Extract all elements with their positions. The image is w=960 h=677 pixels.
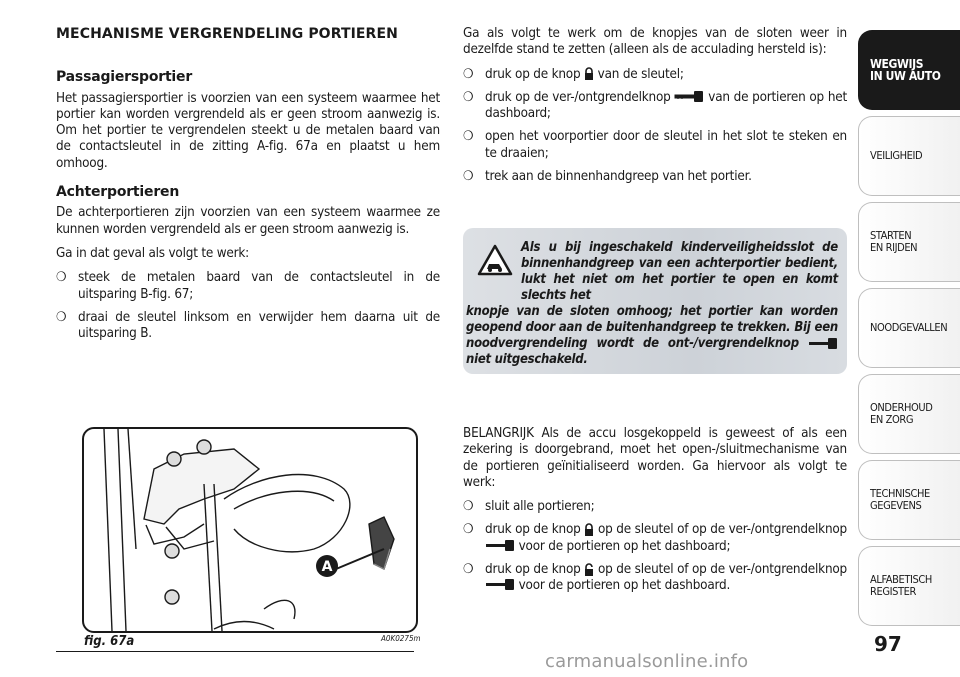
paragraph-reset-intro: Ga als volgt te werk om de knopjes van de sloten weer in dezelfde stand te zetten (alleen als de acculading hersteld is): [463,26,847,58]
bullet-circle-icon: ❍ [463,562,474,578]
right-column [463,26,847,192]
tab-starten-en-rijden[interactable]: STARTEN EN RIJDEN [858,202,960,282]
list-item: ❍ druk op de knop van de sleutel; [463,66,684,82]
section-heading: MECHANISME VERGRENDELING PORTIEREN [56,26,398,42]
tab-veiligheid[interactable]: VEILIGHEID [858,116,960,196]
door-lock-button-icon [485,579,515,591]
tab-onderhoud-en-zorg[interactable]: ONDERHOUD EN ZORG [858,374,960,454]
bullet-circle-icon: ❍ [56,309,67,325]
paragraph-important: BELANGRIJK Als de accu losgekoppeld is geweest of als een zekering is doorgebrand, moet het open-/sluitmechanisme van de portieren geïnitialiseerd worden. Ga hiervoor als volgt te werk: [463,426,847,490]
door-lock-button-icon [808,338,838,350]
list-item: ❍ druk op de ver-/ontgrendelknop van de portieren op het dashboard; [463,89,848,122]
unlock-icon [584,563,594,576]
list-item: ❍ open het voorportier door de sleutel in het slot te steken en te draaien; [463,129,847,161]
bullet-circle-icon: ❍ [463,522,474,538]
paragraph-passenger-door: Het passagiersportier is voorzien van een systeem waarmee het portier kan worden vergrendeld als er geen stroom aanwezig is. Om het portier te vergrendelen steekt u de metalen baard van de contactsleutel in de zitting A-fig. 67a en plaatst u hem omhoog. [56,90,440,171]
figure-door-lock [82,427,418,633]
subheading-rear-doors: Achterportieren [56,184,180,201]
list-item: ❍ druk op de knop op de sleutel of op de ver-/ontgrendelknop voor de portieren op het dashboard; [463,522,847,554]
list-item: ❍ druk op de knop op de sleutel of op de ver-/ontgrendelknop voor de portieren op het dashboard. [463,562,847,594]
bullet-circle-icon: ❍ [463,499,474,515]
door-lock-button-icon [485,540,515,552]
tab-technische-gegevens[interactable]: TECHNISCHE GEGEVENS [858,460,960,540]
bullet-circle-icon: ❍ [463,89,474,105]
left-column [56,26,440,349]
door-lock-illustration [84,429,416,631]
important-section [463,426,847,602]
door-lock-button-icon [674,91,704,103]
bullet-circle-icon: ❍ [463,129,474,145]
lock-icon [584,67,594,80]
callout-a-label: A [321,559,333,575]
paragraph-procedure: Ga in dat geval als volgt te werk: [56,245,249,261]
list-item: ❍ draai de sleutel linksom en verwijder hem daarna uit de uitsparing B. [56,309,440,342]
list-item: ❍ sluit alle portieren; [463,499,595,515]
tab-noodgevallen[interactable]: NOODGEVALLEN [858,288,960,368]
divider [56,651,414,652]
tab-wegwijs[interactable]: WEGWIJS IN UW AUTO [858,30,960,110]
paragraph-rear-doors: De achterportieren zijn voorzien van een systeem waarmee ze kunnen worden vergrendeld als er geen stroom aanwezig is. [56,205,440,237]
subheading-passenger-door: Passagiersportier [56,69,193,86]
list-item: ❍ trek aan de binnenhandgreep van het portier. [463,169,752,185]
page-number: 97 [874,632,902,656]
figure-code: A0K0275m [381,634,421,643]
tab-alfabetisch-register[interactable]: ALFABETISCH REGISTER [858,546,960,626]
bullet-circle-icon: ❍ [56,270,67,286]
bullet-circle-icon: ❍ [463,66,474,82]
watermark: carmanualsonline.info [545,651,749,672]
lock-icon [584,523,594,536]
list-item: ❍ steek de metalen baard van de contactsleutel in de uitsparing B-fig. 67; [56,270,440,302]
figure-caption: fig. 67a [84,634,135,649]
warning-text: Als u bij ingeschakeld kinderveiligheidsslot de binnenhandgreep van een achterportier bedient, lukt het niet om het portier te open en komt slechts het knopje van de sloten omhoog; het portier kan worden geopend door aan de buitenhandgreep te trekken. Bij een noodvergrendeling wordt de ont-/vergrendelknop niet uitgeschakeld. [466,240,838,367]
bullet-circle-icon: ❍ [463,169,474,185]
